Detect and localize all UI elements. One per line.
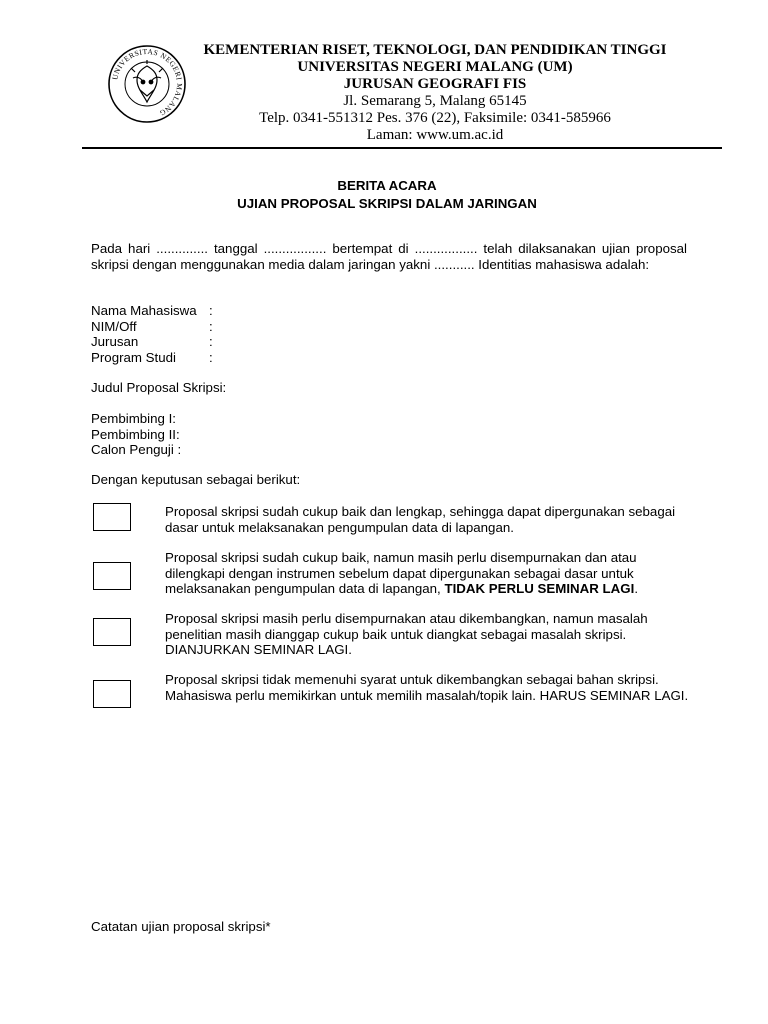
ministry-name: KEMENTERIAN RISET, TEKNOLOGI, DAN PENDIDIKAN TINGGI	[203, 42, 667, 58]
decision-option-text: Proposal skripsi sudah cukup baik dan lengkap, sehingga dapat dipergunakan sebagai dasar untuk melaksanakan pengumpulan data di lapangan.	[165, 504, 676, 535]
supervisor-2-label: Pembimbing II:	[91, 426, 180, 442]
decision-emphasis: TIDAK PERLU SEMINAR LAGI	[444, 581, 635, 596]
letterhead-text	[180, 42, 690, 144]
letterhead	[0, 0, 768, 150]
supervisor-list	[91, 411, 181, 458]
address: Jl. Semarang 5, Malang 65145	[343, 93, 527, 109]
decision-checkbox-3[interactable]	[93, 618, 131, 646]
department-name: JURUSAN GEOGRAFI FIS	[343, 76, 527, 92]
decision-heading: Dengan keputusan sebagai berikut:	[91, 472, 301, 487]
identity-label: Jurusan	[91, 334, 139, 349]
proposal-title-label: Judul Proposal Skripsi:	[91, 380, 227, 395]
identity-label: Nama Mahasiswa	[91, 303, 197, 318]
examiner-label: Calon Penguji :	[91, 442, 182, 457]
identity-row: NIM/Off :	[91, 318, 213, 334]
website: Laman: www.um.ac.id	[366, 127, 504, 143]
university-seal-icon	[107, 44, 187, 124]
exam-notes-label: Catatan ujian proposal skripsi*	[91, 919, 271, 934]
decision-option-text: Proposal skripsi sudah cukup baik, namun masih perlu disempurnakan dan atau dilengkapi dengan instrumen sebelum dapat dipergunakan sebagai dasar untuk melaksanakan pengumpulan data di lapangan, TIDAK PERLU SEMINAR LAGI.	[165, 550, 639, 596]
identity-list	[91, 303, 213, 365]
decision-checkbox-4[interactable]	[93, 680, 131, 708]
document-subtitle: UJIAN PROPOSAL SKRIPSI DALAM JARINGAN	[237, 196, 537, 211]
decision-checkbox-1[interactable]	[93, 503, 131, 531]
identity-row: Program Studi :	[91, 349, 213, 365]
supervisor-1-label: Pembimbing I:	[91, 411, 176, 426]
letterhead-divider	[82, 147, 722, 149]
identity-row: Jurusan :	[91, 334, 213, 349]
intro-paragraph: Pada hari .............. tanggal ................. bertempat di ................. telah dilaksanakan ujian proposal skripsi dengan menggunakan media dalam jaringan yakni ........... Identitias mahasiswa adalah:	[91, 241, 687, 272]
seal-text: UNIVERSITAS NEGERI MALANG	[110, 46, 185, 118]
identity-row: Nama Mahasiswa :	[91, 303, 213, 318]
decision-checkbox-2[interactable]	[93, 562, 131, 590]
decision-option-text: Proposal skripsi tidak memenuhi syarat untuk dikembangkan sebagai bahan skripsi. Mahasiswa perlu memikirkan untuk memilih masalah/topik lain. HARUS SEMINAR LAGI.	[165, 672, 689, 703]
identity-label: Program Studi	[91, 349, 176, 365]
svg-text:UNIVERSITAS NEGERI MALANG	[110, 47, 184, 118]
document-title: BERITA ACARA	[337, 178, 437, 193]
identity-label: NIM/Off	[91, 318, 137, 334]
phone-fax: Telp. 0341-551312 Pes. 376 (22), Faksimile: 0341-585966	[259, 110, 611, 126]
university-name: UNIVERSITAS NEGERI MALANG (UM)	[297, 59, 573, 75]
decision-option-text: Proposal skripsi masih perlu disempurnakan atau dikembangkan, namun masalah penelitian masih dianggap cukup baik untuk diangkat sebagai masalah skripsi. DIANJURKAN SEMINAR LAGI.	[165, 611, 648, 657]
